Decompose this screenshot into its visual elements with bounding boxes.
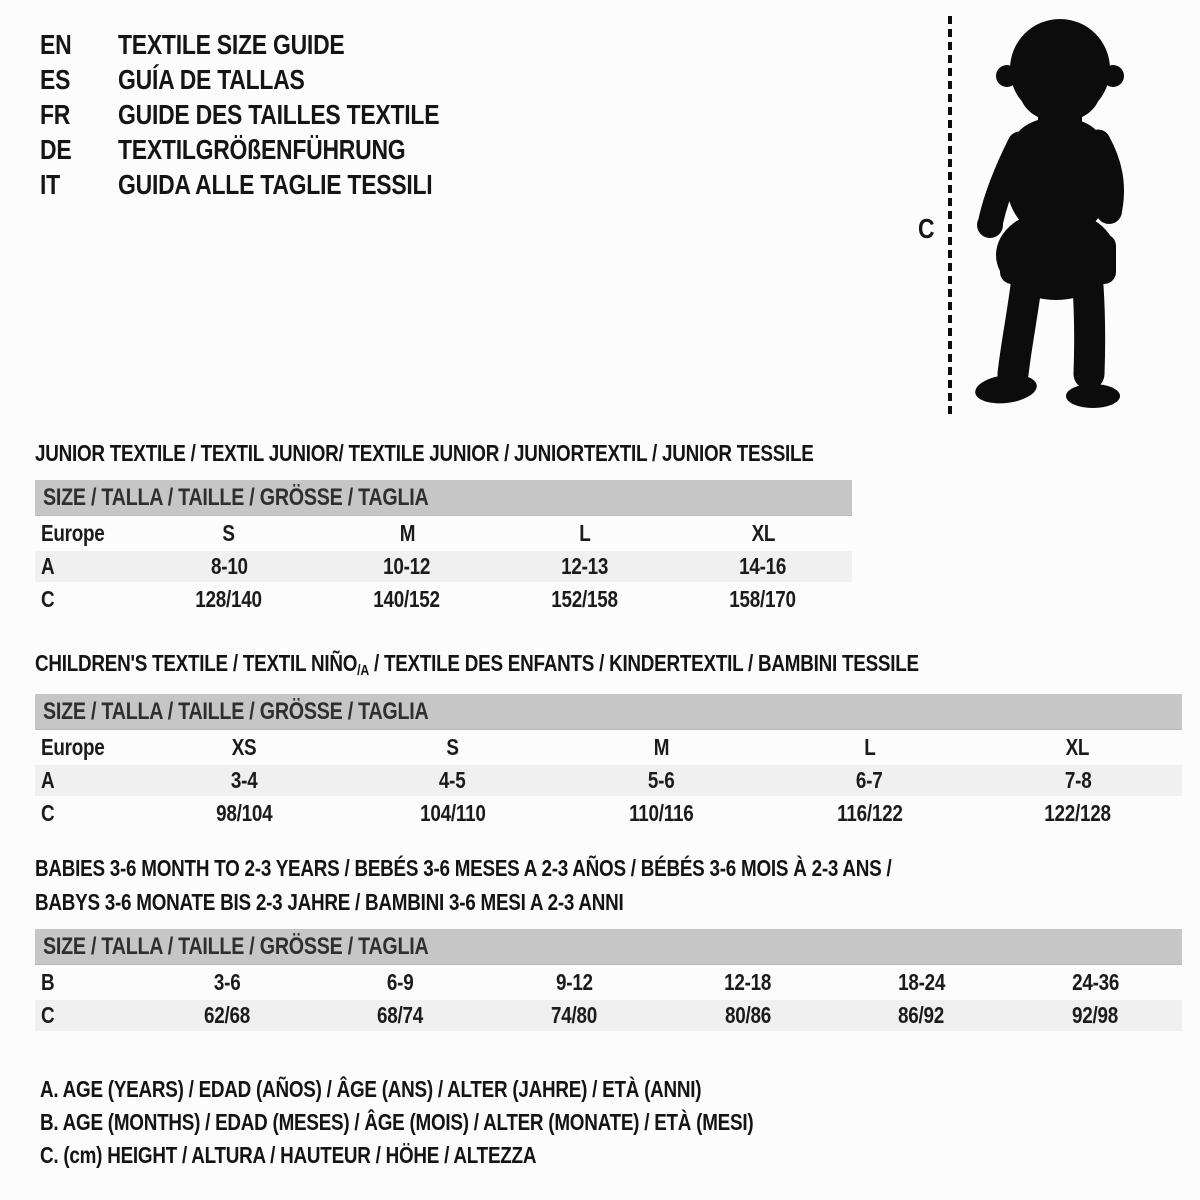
cell-text: 92/98 [1072,1002,1119,1028]
table-title-line [35,436,852,470]
table-rows [35,730,1182,829]
language-label: GUÍA DE TALLAS [118,63,305,95]
table-cell [974,800,1182,827]
table-cell [348,767,556,794]
cell-text: 4-5 [439,767,466,793]
row-label-text: C [41,586,55,612]
table-title [35,851,1182,919]
cell-text: 12-13 [561,553,609,579]
legend-text: B. AGE (MONTHS) / EDAD (MESES) / ÂGE (MOIS) / ALTER (MONATE) / ETÀ (MESI) [40,1109,754,1135]
table-cell [674,520,852,547]
table-row [35,965,1182,998]
table-cell [557,734,765,761]
table-cell [140,520,318,547]
cell-text: L [863,734,876,760]
table-cell [765,800,973,827]
table-cell [496,586,674,613]
cell-text: L [579,520,591,546]
cell-text: M [653,734,669,760]
cell-text: XL [1066,734,1090,760]
table-title-text [35,436,814,470]
table-cell [140,586,318,613]
table-cell [674,553,852,580]
size-header-text: SIZE / TALLA / TAILLE / GRÖSSE / TAGLIA [43,933,429,960]
table-cell [318,553,496,580]
cell-text: 152/158 [551,586,619,612]
row-label [35,734,140,761]
language-code: ES [40,63,71,95]
legend-line [40,1106,910,1139]
cell-text: 98/104 [216,800,273,826]
cell-text: 6-9 [387,969,414,995]
cell-text: 18-24 [898,969,946,995]
row-label-text: C [41,800,55,826]
legend-line [40,1139,910,1172]
table-cell [674,586,852,613]
legend-text: A. AGE (YEARS) / EDAD (AÑOS) / ÂGE (ANS) / ALTER (JAHRE) / ETÀ (ANNI) [40,1076,702,1102]
table-cell [765,734,973,761]
table-cell [140,1002,314,1029]
language-code: EN [40,28,72,60]
table-cell [835,1002,1009,1029]
table-rows [35,516,852,615]
table-cell [314,1002,488,1029]
cell-text: 14-16 [739,553,787,579]
language-list [40,27,510,202]
row-label-text: A [41,553,55,579]
table-cell [557,800,765,827]
row-label [35,767,140,794]
cell-text: 80/86 [724,1002,771,1028]
row-label-text: C [41,1002,55,1028]
cell-text: 5-6 [647,767,675,793]
cell-text: 74/80 [551,1002,598,1028]
cell-text: 3-6 [213,969,241,995]
size-header [35,694,1182,730]
table-title [35,436,852,470]
row-label [35,553,140,580]
language-label: GUIDA ALLE TAGLIE TESSILI [118,168,433,200]
table-title-text [35,885,624,919]
table-title-text [35,851,892,885]
table-cell [765,767,973,794]
table-cell [974,767,1182,794]
table-cell [557,767,765,794]
legend [40,1073,910,1172]
table-title-text [35,646,919,684]
cell-text: 24-36 [1071,969,1119,995]
row-label [35,1002,140,1029]
row-label-text: A [41,767,55,793]
title-part: /A [357,662,369,679]
cell-text: XL [751,520,775,546]
table-cell [140,734,348,761]
table-cell [140,969,314,996]
table-row [35,549,852,582]
row-label-text: Europe [41,520,105,546]
cell-text: 6-7 [856,767,883,793]
childrens-textile-section [35,646,1182,829]
table-cell [1008,1002,1182,1029]
height-measure-label: C [918,213,935,244]
table-cell [487,969,661,996]
title-part: / TEXTILE DES ENFANTS / KINDERTEXTIL / BAMBINI TESSILE [368,650,919,676]
cell-text: 110/116 [628,800,694,826]
language-code: DE [40,133,72,165]
language-code: FR [40,98,71,130]
title-part: BABYS 3-6 MONATE BIS 2-3 JAHRE / BAMBINI 3-6 MESI A 2-3 ANNI [35,889,624,915]
language-row [40,62,510,97]
legend-line [40,1073,910,1106]
table-title [35,646,1182,684]
language-label: TEXTILE SIZE GUIDE [118,28,345,60]
language-label: TEXTILGRÖßENFÜHRUNG [118,133,406,165]
language-row [40,132,510,167]
table-title-line [35,851,1182,885]
junior-textile-section [35,436,852,615]
row-label [35,800,140,827]
table-cell [487,1002,661,1029]
language-row [40,97,510,132]
table-cell [140,800,348,827]
legend-text: C. (cm) HEIGHT / ALTURA / HAUTEUR / HÖHE / ALTEZZA [40,1142,537,1168]
size-header-text: SIZE / TALLA / TAILLE / GRÖSSE / TAGLIA [43,698,429,725]
language-label: GUIDE DES TAILLES TEXTILE [118,98,440,130]
table-cell [496,520,674,547]
cell-text: 3-4 [230,767,258,793]
title-part: BABIES 3-6 MONTH TO 2-3 YEARS / BEBÉS 3-6 MESES A 2-3 AÑOS / BÉBÉS 3-6 MOIS À 2-3 ANS / [35,855,892,881]
table-cell [318,520,496,547]
table-title-line [35,646,1182,684]
language-code: IT [40,168,60,200]
row-label-text: B [41,969,55,995]
cell-text: 116/122 [836,800,903,826]
cell-text: 122/128 [1044,800,1112,826]
cell-text: 68/74 [377,1002,424,1028]
cell-text: 9-12 [555,969,593,995]
table-cell [348,734,556,761]
table-title-line [35,885,1182,919]
table-row [35,763,1182,796]
cell-text: M [399,520,415,546]
row-label [35,520,140,547]
cell-text: 12-18 [724,969,772,995]
size-header [35,929,1182,965]
row-label [35,586,140,613]
size-header-text: SIZE / TALLA / TAILLE / GRÖSSE / TAGLIA [43,484,429,511]
table-cell [314,969,488,996]
size-header [35,480,852,516]
title-part: JUNIOR TEXTILE / TEXTIL JUNIOR/ TEXTILE JUNIOR / JUNIORTEXTIL / JUNIOR TESSILE [35,440,814,466]
table-row [35,796,1182,829]
table-cell [1008,969,1182,996]
cell-text: 104/110 [419,800,486,826]
table-cell [974,734,1182,761]
title-part: CHILDREN'S TEXTILE / TEXTIL NIÑO [35,650,358,676]
table-rows [35,965,1182,1031]
table-row [35,998,1182,1031]
cell-text: S [222,520,236,546]
table-row [35,582,852,615]
table-cell [140,767,348,794]
table-cell [348,800,556,827]
row-label-text: Europe [41,734,105,760]
row-label [35,969,140,996]
cell-text: S [446,734,459,760]
table-cell [835,969,1009,996]
cell-text: 10-12 [383,553,431,579]
height-measure-dashed-line [948,16,952,416]
table-row [35,730,1182,763]
table-cell [318,586,496,613]
table-cell [140,553,318,580]
cell-text: 62/68 [203,1002,250,1028]
babies-textile-section [35,851,1182,1031]
cell-text: 128/140 [195,586,263,612]
language-row [40,167,510,202]
table-row [35,516,852,549]
cell-text: XS [231,734,257,760]
cell-text: 140/152 [373,586,441,612]
table-cell [661,969,835,996]
cell-text: 7-8 [1064,767,1092,793]
cell-text: 8-10 [210,553,248,579]
cell-text: 158/170 [729,586,797,612]
table-cell [661,1002,835,1029]
table-cell [496,553,674,580]
language-row [40,27,510,62]
toddler-silhouette-icon [962,12,1154,420]
cell-text: 86/92 [898,1002,945,1028]
